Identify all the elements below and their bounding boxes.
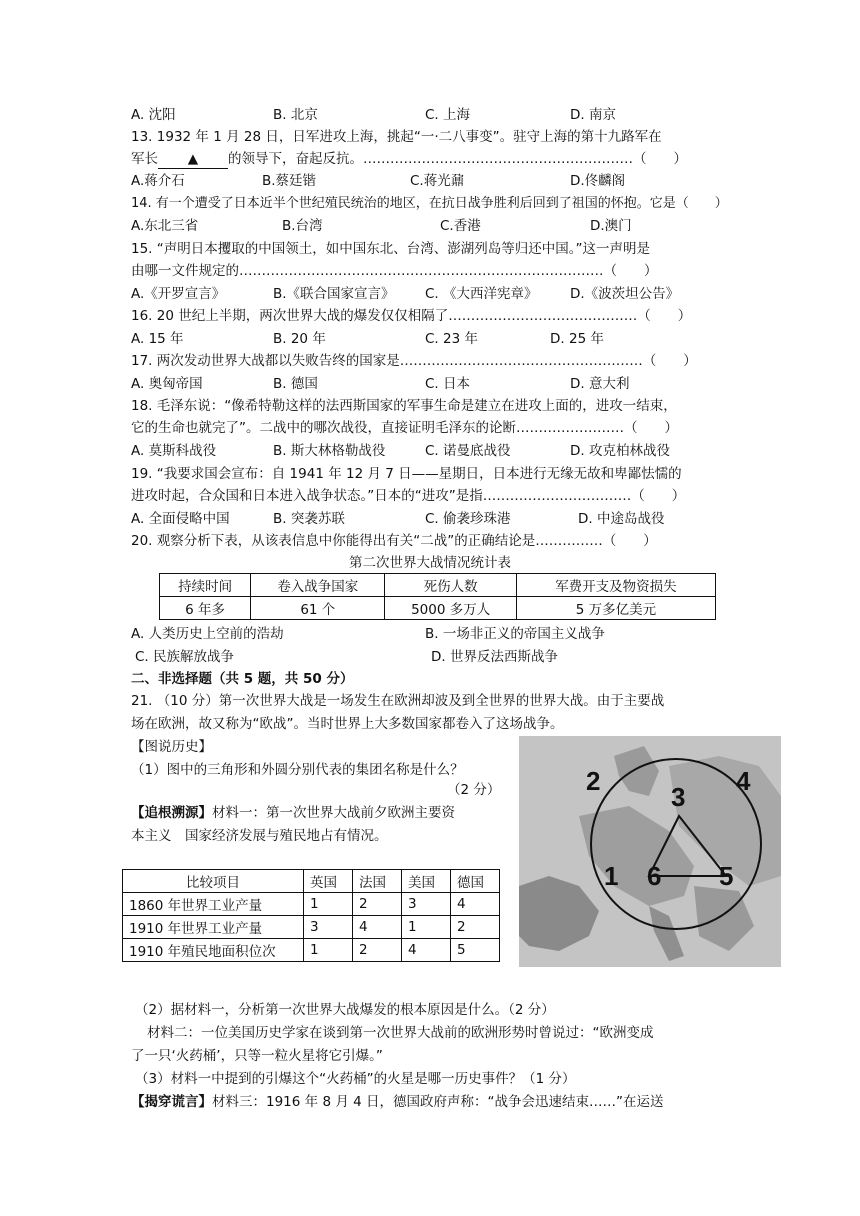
q13-stem-line2 xyxy=(131,150,687,169)
q13-blank: ▲ xyxy=(158,150,228,169)
q15-option-a: A.《开罗宣言》 xyxy=(131,286,226,302)
stats-cell-casualties: 5000 多万人 xyxy=(385,597,516,620)
q20-option-c: C. 民族解放战争 xyxy=(135,649,235,665)
cmp-cell: 1 xyxy=(304,893,353,916)
cmp-cell: 1 xyxy=(304,939,353,962)
q13-post: 的领导下，奋起反抗。……………………………………………………（ ） xyxy=(228,151,687,167)
map-label-6: 6 xyxy=(647,861,662,891)
q12-option-c: C. 上海 xyxy=(425,107,471,123)
cmp-header-item: 比较项目 xyxy=(123,870,304,893)
stats-header-duration: 持续时间 xyxy=(160,574,251,597)
stats-cell-countries: 61 个 xyxy=(251,597,385,620)
cmp-cell: 3 xyxy=(402,893,451,916)
cmp-cell: 5 xyxy=(451,939,500,962)
cmp-header-germany: 德国 xyxy=(451,870,500,893)
q19-option-c: C. 偷袭珍珠港 xyxy=(425,511,511,527)
q18-stem-line1: 18. 毛泽东说：“像希特勒这样的法西斯国家的军事生命是建立在进攻上面的，进攻一结束， xyxy=(131,398,677,414)
cmp-cell: 4 xyxy=(451,893,500,916)
cmp-header-uk: 英国 xyxy=(304,870,353,893)
q19-option-a: A. 全面侵略中国 xyxy=(131,511,230,527)
q21-sub3: （3）材料一中提到的引爆这个“火药桶”的火星是哪一历史事件？（1 分） xyxy=(135,1071,576,1087)
cmp-cell: 2 xyxy=(451,916,500,939)
material2-line2: 了一只‘火药桶’，只等一粒火星将它引爆。” xyxy=(131,1048,383,1064)
q12-option-b: B. 北京 xyxy=(273,107,318,123)
stats-header-cost: 军费开支及物资损失 xyxy=(516,574,715,597)
q18-option-a: A. 莫斯科战役 xyxy=(131,443,217,459)
cmp-cell: 1 xyxy=(402,916,451,939)
economy-colony-table xyxy=(122,869,500,962)
q12-option-a: A. 沈阳 xyxy=(131,107,176,123)
q13-option-c: C.蒋光鼐 xyxy=(410,173,465,189)
q17-option-c: C. 日本 xyxy=(425,376,471,392)
cmp-cell: 4 xyxy=(402,939,451,962)
q15-stem-line2: 由哪一文件规定的………………………………………………………………………（ ） xyxy=(131,263,658,279)
q13-option-b: B.蔡廷锴 xyxy=(262,173,317,189)
q17-stem: 17. 两次发动世界大战都以失败告终的国家是………………………………………………（ ） xyxy=(131,353,697,369)
zhuigen-heading: 【追根溯源】 xyxy=(131,805,212,821)
q21-intro-line1: 21. （10 分）第一次世界大战是一场发生在欧洲却波及到全世界的世界大战。由于主要战 xyxy=(131,693,665,709)
q13-option-d: D.佟麟阁 xyxy=(570,173,626,189)
q14-stem: 14. 有一个遭受了日本近半个世纪殖民统治的地区，在抗日战争胜利后回到了祖国的怀抱。它是（ ） xyxy=(131,196,728,211)
stats-header-countries: 卷入战争国家 xyxy=(251,574,385,597)
q18-option-d: D. 攻克柏林战役 xyxy=(570,443,670,459)
europe-map-figure xyxy=(519,736,781,967)
q16-option-a: A. 15 年 xyxy=(131,331,184,347)
q14-option-a: A.东北三省 xyxy=(131,218,199,234)
map-label-1: 1 xyxy=(604,861,619,891)
cmp-row-label: 1860 年世界工业产量 xyxy=(123,893,304,916)
material2-line1: 材料二：一位美国历史学家在谈到第一次世界大战前的欧洲形势时曾说过：“欧洲变成 xyxy=(147,1025,654,1041)
q15-option-b: B.《联合国家宣言》 xyxy=(273,286,395,302)
q20-option-a: A. 人类历史上空前的浩劫 xyxy=(131,626,284,642)
q21-intro-line2: 场在欧洲，故又称为“欧战”。当时世界上大多数国家都卷入了这场战争。 xyxy=(131,716,564,732)
q14-option-c: C.香港 xyxy=(440,218,481,234)
q13-pre: 军长 xyxy=(131,151,158,167)
q19-option-d: D. 中途岛战役 xyxy=(578,511,665,527)
q18-stem-line2: 它的生命也就完了”。二战中的哪次战役，直接证明毛泽东的论断……………………（ ） xyxy=(131,420,678,436)
stats-cell-duration: 6 年多 xyxy=(160,597,251,620)
q21-sub1: （1）图中的三角形和外圆分别代表的集团名称是什么？ xyxy=(131,762,464,778)
q20-stem: 20. 观察分析下表，从该表信息中你能得出有关“二战”的正确结论是……………（ ） xyxy=(131,533,657,549)
q16-option-b: B. 20 年 xyxy=(273,331,326,347)
q15-option-d: D.《波茨坦公告》 xyxy=(570,286,680,302)
q21-sub2: （2）据材料一，分析第一次世界大战爆发的根本原因是什么。（2 分） xyxy=(135,1002,555,1018)
jiechuan-heading: 【揭穿谎言】 xyxy=(131,1094,212,1110)
q15-stem-line1: 15. “声明日本攫取的中国领土，如中国东北、台湾、澎湖列岛等归还中国。”这一声明是 xyxy=(131,241,650,257)
ww2-stats-table xyxy=(159,573,716,620)
zhuigen-line2: 本主义 国家经济发展与殖民地占有情况。 xyxy=(131,828,388,844)
q21-sub1-score: （2 分） xyxy=(447,782,501,798)
q18-option-b: B. 斯大林格勒战役 xyxy=(273,443,386,459)
q15-option-c: C. 《大西洋宪章》 xyxy=(425,286,538,302)
q17-option-b: B. 德国 xyxy=(273,376,318,392)
map-label-2: 2 xyxy=(586,766,601,796)
cmp-row-label: 1910 年世界工业产量 xyxy=(123,916,304,939)
q14-option-d: D.澳门 xyxy=(590,218,632,234)
section-2-heading: 二、非选择题（共 5 题，共 50 分） xyxy=(131,671,354,687)
q13-option-a: A.蒋介石 xyxy=(131,173,185,189)
cmp-cell: 3 xyxy=(304,916,353,939)
map-label-3: 3 xyxy=(671,782,686,812)
cmp-header-usa: 美国 xyxy=(402,870,451,893)
zhuigen-line1 xyxy=(131,804,455,822)
q19-stem-line1: 19. “我要求国会宣布：自 1941 年 12 月 7 日——星期日，日本进行无缘无故和卑鄙怯懦的 xyxy=(131,466,682,482)
stats-header-casualties: 死伤人数 xyxy=(385,574,516,597)
q18-option-c: C. 诺曼底战役 xyxy=(425,443,511,459)
cmp-cell: 4 xyxy=(353,916,402,939)
q12-option-d: D. 南京 xyxy=(570,107,616,123)
map-label-5: 5 xyxy=(719,861,734,891)
q20-option-d: D. 世界反法西斯战争 xyxy=(431,649,558,665)
cmp-row-label: 1910 年殖民地面积位次 xyxy=(123,939,304,962)
q19-stem-line2: 进攻时起，合众国和日本进入战争状态。”日本的“进攻”是指……………………………（ ） xyxy=(131,488,686,504)
q16-option-c: C. 23 年 xyxy=(425,331,478,347)
q17-option-a: A. 奥匈帝国 xyxy=(131,376,203,392)
q20-option-b: B. 一场非正义的帝国主义战争 xyxy=(425,626,605,642)
jiechuan-text: 材料三：1916 年 8 月 4 日，德国政府声称：“战争会迅速结束……”在运送 xyxy=(212,1094,664,1110)
q13-stem-line1: 13. 1932 年 1 月 28 日，日军进攻上海，挑起“一·二八事变”。驻守上海的第十九路军在 xyxy=(131,129,662,145)
q16-stem: 16. 20 世纪上半期，两次世界大战的爆发仅仅相隔了……………………………………（ ） xyxy=(131,308,692,324)
q20-table-title: 第二次世界大战情况统计表 xyxy=(349,555,511,571)
q17-option-d: D. 意大利 xyxy=(570,376,630,392)
q16-option-d: D. 25 年 xyxy=(550,331,604,347)
q19-option-b: B. 突袭苏联 xyxy=(273,511,345,527)
q14-option-b: B.台湾 xyxy=(282,218,323,234)
cmp-header-france: 法国 xyxy=(353,870,402,893)
map-label-4: 4 xyxy=(736,766,751,796)
stats-cell-cost: 5 万多亿美元 xyxy=(516,597,715,620)
tushuo-heading: 【图说历史】 xyxy=(131,739,212,755)
jiechuan-line xyxy=(131,1093,663,1111)
cmp-cell: 2 xyxy=(353,939,402,962)
cmp-cell: 2 xyxy=(353,893,402,916)
zhuigen-text: 材料一：第一次世界大战前夕欧洲主要资 xyxy=(212,805,455,821)
